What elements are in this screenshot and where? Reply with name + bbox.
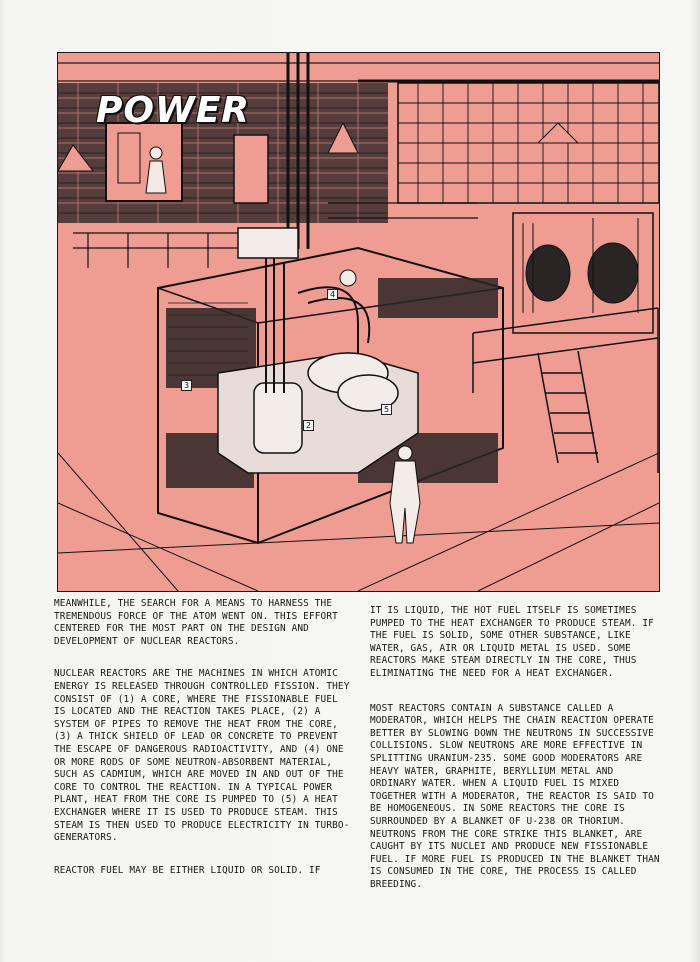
right-column bbox=[370, 605, 662, 913]
label-2: 2 bbox=[303, 420, 314, 431]
paragraph-meanwhile: MEANWHILE, THE SEARCH FOR A MEANS TO HARNESS THE TREMENDOUS FORCE OF THE ATOM WENT ON. THIS EFFORT CENTERED FOR THE MOST PART ON THE DESIGN AND DEVELOPMENT OF NUCLEAR REACTORS. bbox=[54, 598, 338, 647]
paragraph-liquid-fuel: IT IS LIQUID, THE HOT FUEL ITSELF IS SOMETIMES PUMPED TO THE HEAT EXCHANGER TO PRODUCE STEAM. IF THE FUEL IS SOLID, SOME OTHER SUBSTANCE, LIKE WATER, GAS, AIR OR LIQUID METAL IS USED. SOME REACTORS MAKE STEAM DIRECTLY IN THE CORE, THUS ELIMINATING THE NEED FOR A HEAT EXCHANGER. bbox=[370, 605, 654, 679]
paragraph-moderator: MOST REACTORS CONTAIN A SUBSTANCE CALLED A MODERATOR, WHICH HELPS THE CHAIN REACTION OPERATE BETTER BY SLOWING DOWN THE NEUTRONS IN SUCCESSIVE COLLISIONS. SLOW NEUTRONS ARE MORE EFFECTIVE IN SPLITTING URANIUM-235. SOME GOOD MODERATORS ARE HEAVY WATER, GRAPHITE, BERYLLIUM METAL AND ORDINARY WATER. WHEN A LIQUID FUEL IS MIXED TOGETHER WITH A MODERATOR, THE REACTOR IS SAID TO BE HOMOGENEOUS. IN SOME REACTORS THE CORE IS SURROUNDED BY A BLANKET OF U-238 OR THORIUM. NEUTRONS FROM THE CORE STRIKE THIS BLANKET, ARE CAUGHT BY ITS NUCLEI AND PRODUCE NEW FISSIONABLE FUEL. IF MORE FUEL IS PRODUCED IN THE BLANKET THAN IS CONSUMED IN THE CORE, THE PROCESS IS CALLED BREEDING. bbox=[370, 702, 660, 890]
paragraph-reactor-fuel: REACTOR FUEL MAY BE EITHER LIQUID OR SOLID. IF bbox=[54, 864, 321, 876]
left-column bbox=[54, 598, 350, 897]
label-5: 5 bbox=[381, 404, 392, 415]
reactor-illustration bbox=[57, 52, 660, 592]
label-4: 4 bbox=[327, 289, 338, 300]
reactor-drawing bbox=[58, 53, 659, 591]
illustration-title: POWER bbox=[96, 90, 251, 131]
label-3: 3 bbox=[181, 380, 192, 391]
paragraph-nuclear-reactors: NUCLEAR REACTORS ARE THE MACHINES IN WHICH ATOMIC ENERGY IS RELEASED THROUGH CONTROLLED FISSION. THEY CONSIST OF (1) A CORE, WHERE THE FISSIONABLE FUEL IS LOCATED AND THE REACTION TAKES PLACE, (2) A SYSTEM OF PIPES TO REMOVE THE HEAT FROM THE CORE, (3) A THICK SHIELD OF LEAD OR CONCRETE TO PREVENT THE ESCAPE OF DANGEROUS RADIOACTIVITY, AND (4) ONE OR MORE RODS OF SOME NEUTRON-ABSORBENT MATERIAL, SUCH AS CADMIUM, WHICH ARE MOVED IN AND OUT OF THE CORE TO CONTROL THE REACTION. IN A TYPICAL POWER PLANT, HEAT FROM THE CORE IS PUMPED TO (5) A HEAT EXCHANGER WHERE IT IS USED TO PRODUCE STEAM. THIS STEAM IS THEN USED TO PRODUCE ELECTRICITY IN TURBO-GENERATORS. bbox=[54, 668, 350, 844]
